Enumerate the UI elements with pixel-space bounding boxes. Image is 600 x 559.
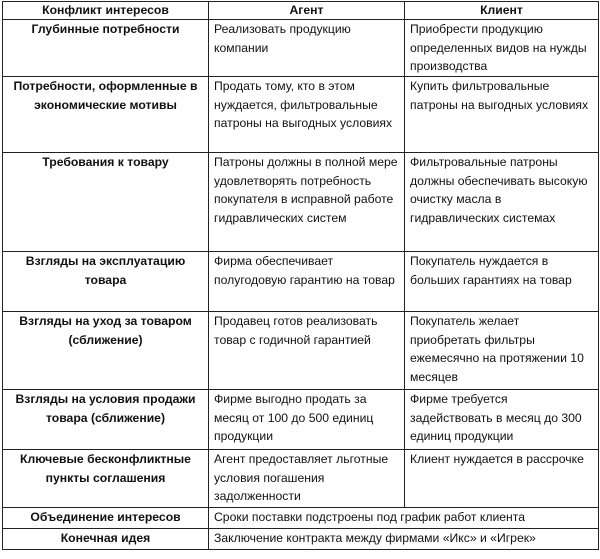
client-cell: Фильтровальные патроны должны обеспечивать высокую очистку масла в гидравлических системах: [405, 153, 599, 252]
row-aspect: Взгляды на уход за товаром (сближение): [3, 312, 209, 390]
client-cell: Покупатель желает приобретать фильтры ежемесячно на протяжении 10 месяцев: [405, 312, 599, 390]
merged-cell: Сроки поставки подстроены под график работ клиента: [209, 508, 599, 529]
client-cell: Купить фильтровальные патроны на выгодных условиях: [405, 77, 599, 153]
conflict-of-interests-table: [2, 1, 599, 550]
table-row: [3, 390, 599, 450]
table-row: [3, 312, 599, 390]
agent-cell: Патроны должны в полной мере удовлетворять потребность покупателя в исправной работе гидравлических систем: [209, 153, 405, 252]
row-aspect: Взгляды на эксплуатацию товара: [3, 252, 209, 312]
agent-cell: Фирма обеспечивает полугодовую гарантию на товар: [209, 252, 405, 312]
client-cell: Приобрести продукцию определенных видов на нужды производства: [405, 20, 599, 77]
client-cell: Клиент нуждается в рассрочке: [405, 450, 599, 508]
row-aspect: Потребности, оформленные в экономические мотивы: [3, 77, 209, 153]
header-agent: Агент: [209, 2, 405, 20]
header-conflict: Конфликт интересов: [3, 2, 209, 20]
header-row: [3, 2, 599, 20]
table-row: [3, 77, 599, 153]
row-aspect: Глубинные потребности: [3, 20, 209, 77]
row-aspect: Конечная идея: [3, 529, 209, 550]
merged-row: [3, 508, 599, 529]
table-row: [3, 450, 599, 508]
agent-cell: Продавец готов реализовать товар с годичной гарантией: [209, 312, 405, 390]
row-aspect: Требования к товару: [3, 153, 209, 252]
agent-cell: Агент предоставляет льготные условия погашения задолженности: [209, 450, 405, 508]
agent-cell: Реализовать продукцию компании: [209, 20, 405, 77]
agent-cell: Фирме выгодно продать за месяц от 100 до 500 единиц продукции: [209, 390, 405, 450]
merged-row: [3, 529, 599, 550]
table-row: [3, 20, 599, 77]
header-client: Клиент: [405, 2, 599, 20]
agent-cell: Продать тому, кто в этом нуждается, фильтровальные патроны на выгодных условиях: [209, 77, 405, 153]
table-row: [3, 252, 599, 312]
row-aspect: Взгляды на условия продажи товара (сближение): [3, 390, 209, 450]
client-cell: Фирме требуется задействовать в месяц до 300 единиц продукции: [405, 390, 599, 450]
merged-cell: Заключение контракта между фирмами «Икс» и «Игрек»: [209, 529, 599, 550]
client-cell: Покупатель нуждается в больших гарантиях на товар: [405, 252, 599, 312]
table-row: [3, 153, 599, 252]
row-aspect: Ключевые бесконфликтные пункты соглашения: [3, 450, 209, 508]
row-aspect: Объединение интересов: [3, 508, 209, 529]
